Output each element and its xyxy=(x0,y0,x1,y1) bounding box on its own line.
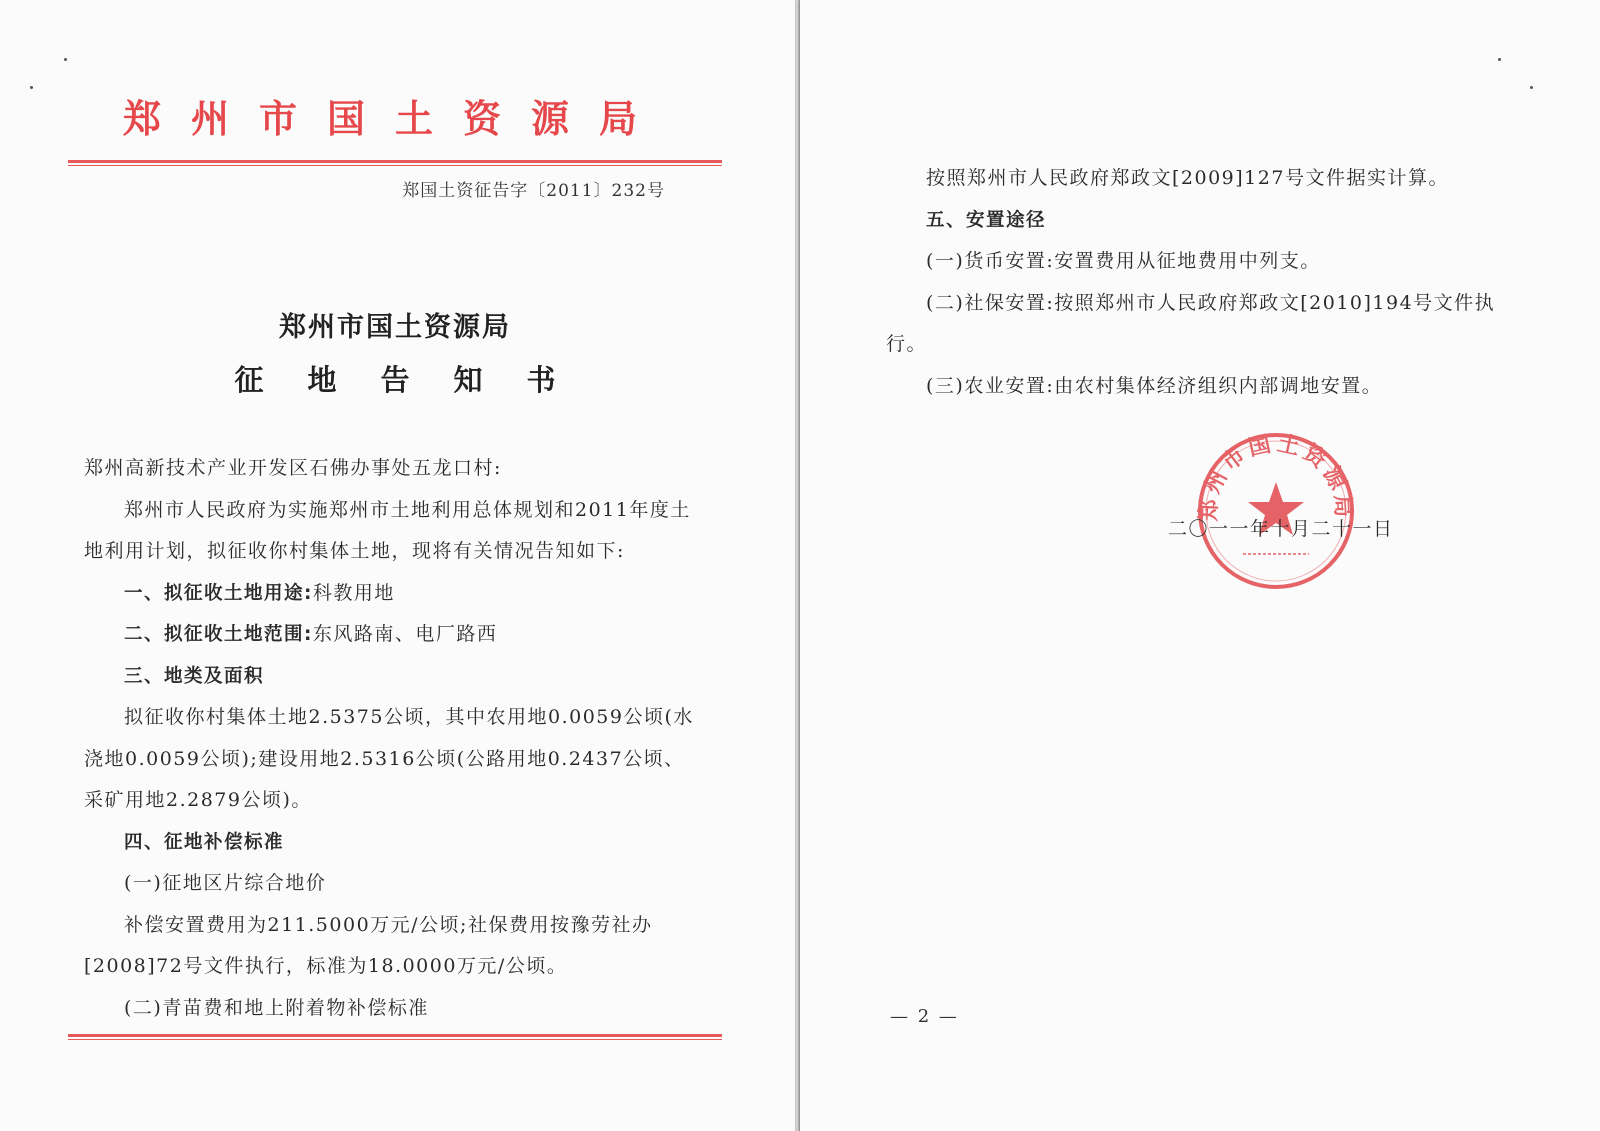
subsection-crops: (二)青苗费和地上附着物补偿标准 xyxy=(124,996,429,1019)
section-land-use xyxy=(84,573,696,615)
notice-body-continued xyxy=(886,158,1501,407)
resettlement-agricultural: (三)农业安置:由农村集体经济组织内部调地安置。 xyxy=(926,374,1383,397)
section-heading: 二、拟征收土地范围: xyxy=(124,624,313,645)
letterhead-rule xyxy=(68,160,722,166)
section-heading-compensation: 四、征地补偿标准 xyxy=(124,831,285,853)
document-title-issuer: 郑州市国土资源局 xyxy=(279,312,511,343)
section-heading-resettlement: 五、安置途径 xyxy=(926,209,1047,231)
compensation-paragraph: 补偿安置费用为211.5000万元/公顷;社保费用按豫劳社办[2008]72号文件执行，标准为18.0000万元/公顷。 xyxy=(84,913,653,977)
left-page xyxy=(0,0,795,1131)
footer-rule xyxy=(68,1034,722,1040)
section-value: 科教用地 xyxy=(312,581,395,604)
document-number: 郑国土资征告字〔2011〕232号 xyxy=(402,181,665,201)
section-land-scope xyxy=(84,614,696,656)
document-title: 征地告知书 xyxy=(234,363,600,397)
continued-paragraph: 按照郑州市人民政府郑政文[2009]127号文件据实计算。 xyxy=(926,167,1449,189)
scan-speck xyxy=(30,86,33,89)
page-number: — 2 — xyxy=(890,1006,959,1027)
addressee: 郑州高新技术产业开发区石佛办事处五龙口村: xyxy=(84,457,502,479)
letterhead: 郑州市国土资源局 xyxy=(122,96,667,141)
issue-date: 二〇一一年十月二十一日 xyxy=(1168,518,1394,540)
area-paragraph: 拟征收你村集体土地2.5375公顷，其中农用地0.0059公顷(水浇地0.0059公顷);建设用地2.5316公顷(公路用地0.2437公顷、采矿用地2.2879公顷)。 xyxy=(84,706,694,811)
scan-speck xyxy=(1530,86,1533,89)
seal-text: 郑州市国土资源局 xyxy=(1195,430,1357,522)
scan-speck xyxy=(1498,58,1501,61)
notice-body xyxy=(84,448,696,1029)
subsection-land-price: (一)征地区片综合地价 xyxy=(124,872,327,894)
scan-speck xyxy=(64,58,67,61)
official-seal xyxy=(1195,430,1357,592)
intro-paragraph: 郑州市人民政府为实施郑州市土地利用总体规划和2011年度土地利用计划，拟征收你村集体土地，现将有关情况告知如下: xyxy=(84,498,691,562)
resettlement-social-security: (二)社保安置:按照郑州市人民政府郑政文[2010]194号文件执行。 xyxy=(886,291,1496,355)
section-value: 东风路南、电厂路西 xyxy=(312,623,498,645)
section-heading-area: 三、地类及面积 xyxy=(124,665,265,687)
resettlement-monetary: (一)货币安置:安置费用从征地费用中列支。 xyxy=(926,250,1321,272)
section-heading: 一、拟征收土地用途: xyxy=(124,582,313,604)
